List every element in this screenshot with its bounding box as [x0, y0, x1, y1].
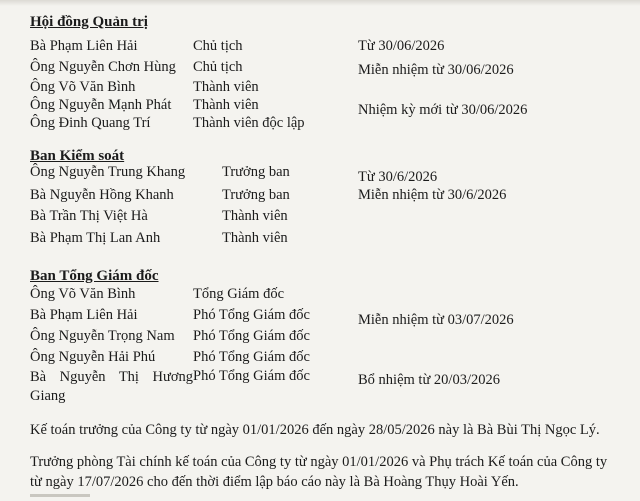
board-heading: Hội đồng Quản trị [30, 14, 148, 30]
chief-accountant-paragraph: Kế toán trưởng của Công ty từ ngày 01/01/2026 đến ngày 28/05/2026 này là Bà Bùi Thị Ngọc Lý. [30, 422, 600, 438]
supervisory-heading: Ban Kiểm soát [30, 148, 125, 164]
table-row [0, 307, 640, 327]
member-role: Thành viên [222, 208, 288, 224]
member-role: Phó Tổng Giám đốc [193, 328, 310, 344]
member-name: Bà Phạm Thị Lan Anh [30, 230, 161, 246]
member-name: Bà Nguyễn Hồng Khanh [30, 187, 174, 203]
member-name: Ông Đinh Quang Trí [30, 115, 151, 131]
table-row [0, 328, 640, 348]
member-role: Thành viên [193, 79, 259, 95]
member-name: Ông Nguyễn Hải Phú [30, 349, 156, 365]
member-note: Từ 30/6/2026 [358, 169, 438, 185]
table-row [0, 187, 640, 207]
member-name: Ông Nguyễn Trọng Nam [30, 328, 175, 344]
cropped-previous-line [0, 0, 640, 6]
member-name: Bà Phạm Liên Hải [30, 307, 138, 323]
member-name: Ông Võ Văn Bình [30, 79, 136, 95]
member-note: Miễn nhiệm từ 30/06/2026 [358, 62, 514, 78]
member-name: Bà Nguyễn Thị Hương Giang [30, 369, 193, 404]
table-row [0, 349, 640, 369]
member-note: Bổ nhiệm từ 20/03/2026 [358, 372, 500, 388]
member-role: Phó Tổng Giám đốc [193, 349, 310, 365]
table-row [0, 208, 640, 228]
member-name: Ông Nguyễn Chơn Hùng [30, 59, 176, 75]
member-role: Thành viên [222, 230, 288, 246]
finance-head-paragraph: Trưởng phòng Tài chính kế toán của Công ty từ ngày 01/01/2026 và Phụ trách Kế toán của Công ty từ ngày 17/07/2026 cho đến thời điểm lập báo cáo này là Bà Hoàng Thụy Hoài Yến. [30, 454, 608, 490]
member-role: Chủ tịch [193, 38, 243, 54]
table-row [0, 79, 640, 99]
table-row [0, 230, 640, 250]
member-role: Phó Tổng Giám đốc [193, 368, 310, 384]
member-role: Trưởng ban [222, 187, 290, 203]
member-role: Trưởng ban [222, 164, 290, 180]
table-row [0, 286, 640, 306]
table-row [0, 368, 640, 388]
member-role: Thành viên [193, 97, 259, 113]
table-row [0, 97, 640, 117]
member-note: Miễn nhiệm từ 30/6/2026 [358, 187, 507, 203]
table-row [0, 115, 640, 135]
management-heading: Ban Tổng Giám đốc [30, 268, 159, 284]
table-row [0, 59, 640, 79]
member-note: Nhiệm kỳ mới từ 30/06/2026 [358, 102, 528, 118]
member-name: Ông Võ Văn Bình [30, 286, 136, 302]
member-note: Miễn nhiệm từ 03/07/2026 [358, 312, 514, 328]
member-name: Bà Trần Thị Việt Hà [30, 208, 148, 224]
member-role: Phó Tổng Giám đốc [193, 307, 310, 323]
cropped-next-line [30, 494, 90, 497]
table-row [0, 38, 640, 58]
member-role: Chủ tịch [193, 59, 243, 75]
member-role: Thành viên độc lập [193, 115, 305, 131]
table-row [0, 164, 640, 184]
member-role: Tổng Giám đốc [193, 286, 285, 302]
member-name: Ông Nguyễn Trung Khang [30, 164, 186, 180]
member-name: Ông Nguyễn Mạnh Phát [30, 97, 172, 113]
member-name: Bà Phạm Liên Hải [30, 38, 138, 54]
member-note: Từ 30/06/2026 [358, 38, 445, 54]
